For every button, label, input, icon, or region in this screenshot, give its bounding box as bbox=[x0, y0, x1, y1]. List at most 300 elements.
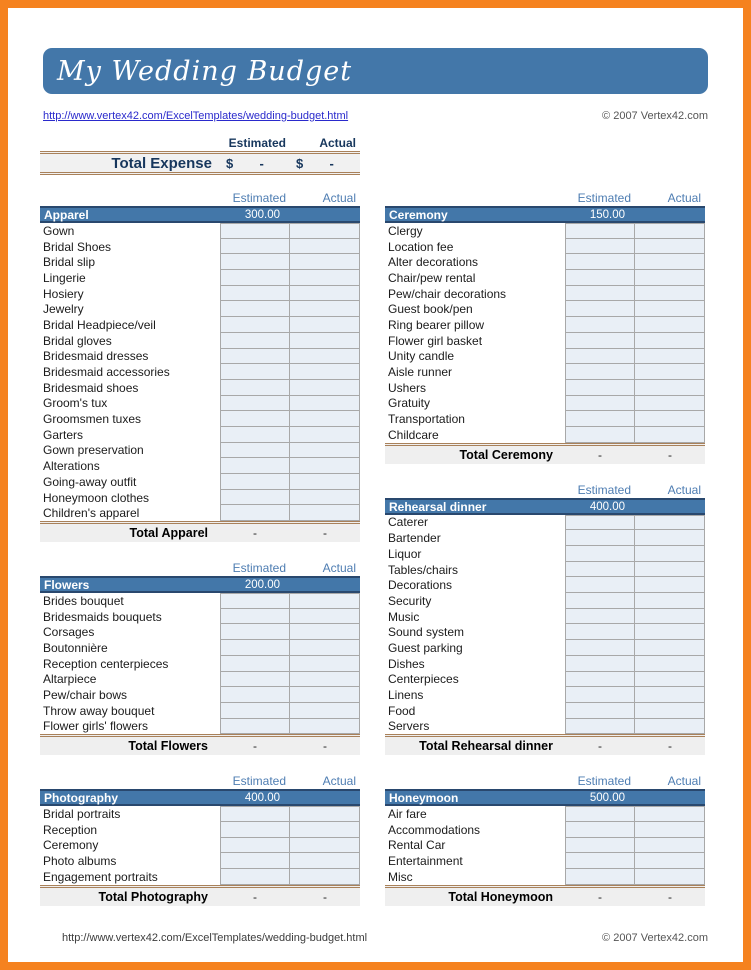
item-label: Bridesmaid shoes bbox=[43, 380, 139, 395]
section-header-bar bbox=[40, 576, 360, 593]
estimated-cell[interactable] bbox=[220, 443, 290, 459]
actual-cell[interactable] bbox=[290, 270, 360, 286]
estimated-cell[interactable] bbox=[220, 656, 290, 672]
item-row bbox=[385, 364, 705, 380]
item-label: Alter decorations bbox=[388, 255, 479, 270]
estimated-cell[interactable] bbox=[220, 869, 290, 885]
actual-cell[interactable] bbox=[635, 301, 705, 317]
item-label: Gown bbox=[43, 223, 75, 238]
total-expense-estimated bbox=[220, 156, 290, 171]
actual-cell[interactable] bbox=[635, 333, 705, 349]
actual-column-header: Actual bbox=[322, 191, 356, 205]
estimated-cell[interactable] bbox=[220, 458, 290, 474]
section-column-headers bbox=[385, 774, 705, 789]
section-column-headers bbox=[40, 774, 360, 789]
currency-symbol: $ bbox=[226, 155, 234, 171]
actual-cell[interactable] bbox=[290, 806, 360, 822]
item-row bbox=[385, 640, 705, 656]
summary-actual-header: Actual bbox=[319, 136, 356, 150]
item-label: Bridesmaid accessories bbox=[43, 365, 170, 380]
item-label: Groom's tux bbox=[43, 396, 108, 411]
page-title: My Wedding Budget bbox=[57, 55, 353, 87]
actual-cell[interactable] bbox=[290, 490, 360, 506]
item-label: Garters bbox=[43, 427, 84, 442]
item-label: Corsages bbox=[43, 625, 95, 640]
item-row bbox=[385, 869, 705, 885]
actual-cell[interactable] bbox=[635, 672, 705, 688]
item-label: Ceremony bbox=[43, 838, 99, 853]
actual-cell[interactable] bbox=[290, 427, 360, 443]
estimated-cell[interactable] bbox=[220, 624, 290, 640]
actual-cell[interactable] bbox=[635, 396, 705, 412]
left-column bbox=[40, 191, 360, 925]
actual-cell[interactable] bbox=[635, 530, 705, 546]
item-row bbox=[40, 640, 360, 656]
section-header-bar bbox=[40, 789, 360, 806]
actual-cell[interactable] bbox=[635, 640, 705, 656]
estimated-cell[interactable] bbox=[565, 411, 635, 427]
actual-cell[interactable] bbox=[290, 474, 360, 490]
total-expense-actual bbox=[290, 156, 360, 171]
item-row bbox=[40, 869, 360, 885]
actual-cell[interactable] bbox=[635, 223, 705, 239]
item-label: Decorations bbox=[388, 578, 453, 593]
estimated-cell[interactable] bbox=[220, 396, 290, 412]
item-label: Security bbox=[388, 593, 432, 608]
item-row bbox=[385, 396, 705, 412]
actual-column-header: Actual bbox=[667, 482, 701, 497]
section-header-bar bbox=[40, 206, 360, 223]
estimated-cell[interactable] bbox=[565, 546, 635, 562]
actual-cell[interactable] bbox=[290, 380, 360, 396]
item-label: Linens bbox=[388, 688, 424, 703]
section-total-row bbox=[385, 734, 705, 755]
item-row bbox=[40, 474, 360, 490]
estimated-cell[interactable] bbox=[565, 427, 635, 443]
item-row bbox=[385, 609, 705, 625]
estimated-cell[interactable] bbox=[220, 364, 290, 380]
item-row bbox=[40, 687, 360, 703]
section-total-row bbox=[40, 734, 360, 755]
item-label: Ring bearer pillow bbox=[388, 317, 485, 332]
actual-cell[interactable] bbox=[290, 239, 360, 255]
actual-cell[interactable] bbox=[290, 411, 360, 427]
estimated-cell[interactable] bbox=[220, 593, 290, 609]
item-row bbox=[40, 609, 360, 625]
estimated-cell[interactable] bbox=[220, 672, 290, 688]
item-row bbox=[40, 458, 360, 474]
actual-cell[interactable] bbox=[290, 443, 360, 459]
item-row bbox=[385, 624, 705, 640]
actual-cell[interactable] bbox=[635, 286, 705, 302]
section-total-actual: - bbox=[323, 526, 327, 541]
actual-cell[interactable] bbox=[290, 640, 360, 656]
actual-cell[interactable] bbox=[635, 254, 705, 270]
section-total-label: Total Photography bbox=[98, 889, 208, 904]
item-label: Gratuity bbox=[388, 396, 431, 411]
item-row bbox=[40, 490, 360, 506]
actual-cell[interactable] bbox=[290, 672, 360, 688]
item-row bbox=[385, 349, 705, 365]
item-row bbox=[385, 687, 705, 703]
estimated-cell[interactable] bbox=[220, 474, 290, 490]
actual-cell[interactable] bbox=[290, 364, 360, 380]
estimated-cell[interactable] bbox=[565, 822, 635, 838]
estimated-cell[interactable] bbox=[220, 687, 290, 703]
actual-cell[interactable] bbox=[635, 593, 705, 609]
actual-cell[interactable] bbox=[290, 223, 360, 239]
item-row bbox=[40, 719, 360, 735]
actual-cell[interactable] bbox=[635, 609, 705, 625]
item-label: Gown preservation bbox=[43, 443, 144, 458]
actual-cell[interactable] bbox=[290, 349, 360, 365]
item-row bbox=[385, 411, 705, 427]
actual-cell[interactable] bbox=[635, 427, 705, 443]
estimated-cell[interactable] bbox=[565, 577, 635, 593]
item-row bbox=[385, 656, 705, 672]
item-label: Ushers bbox=[388, 380, 427, 395]
item-row bbox=[385, 593, 705, 609]
actual-column-header: Actual bbox=[667, 191, 701, 205]
section-total-estimated: - bbox=[598, 889, 602, 904]
actual-cell[interactable] bbox=[290, 333, 360, 349]
section-column-headers bbox=[40, 191, 360, 206]
estimated-cell[interactable] bbox=[220, 609, 290, 625]
actual-cell[interactable] bbox=[290, 286, 360, 302]
actual-cell[interactable] bbox=[290, 593, 360, 609]
section-estimated-total[interactable]: 200.00 bbox=[244, 579, 280, 592]
estimated-cell[interactable] bbox=[220, 270, 290, 286]
estimated-cell[interactable] bbox=[220, 838, 290, 854]
item-label: Music bbox=[388, 609, 420, 624]
estimated-cell[interactable] bbox=[220, 254, 290, 270]
actual-cell[interactable] bbox=[635, 869, 705, 885]
section-total-actual: - bbox=[323, 739, 327, 754]
estimated-cell[interactable] bbox=[565, 223, 635, 239]
item-row bbox=[40, 672, 360, 688]
item-label: Flower girls' flowers bbox=[43, 719, 148, 734]
section-column-headers bbox=[40, 561, 360, 576]
estimated-cell[interactable] bbox=[220, 505, 290, 521]
item-label: Altarpiece bbox=[43, 672, 97, 687]
item-row bbox=[385, 562, 705, 578]
actual-cell[interactable] bbox=[290, 505, 360, 521]
item-label: Brides bouquet bbox=[43, 593, 124, 608]
header-meta bbox=[43, 110, 708, 122]
item-label: Flower girl basket bbox=[388, 333, 483, 348]
estimated-cell[interactable] bbox=[565, 562, 635, 578]
actual-cell[interactable] bbox=[635, 656, 705, 672]
estimated-column-header: Estimated bbox=[232, 561, 286, 576]
item-label: Throw away bouquet bbox=[43, 703, 155, 718]
estimated-cell[interactable] bbox=[565, 853, 635, 869]
item-label: Tables/chairs bbox=[388, 562, 459, 577]
summary-column-headers bbox=[40, 136, 360, 151]
section-total-row bbox=[385, 885, 705, 906]
item-row bbox=[385, 822, 705, 838]
item-label: Location fee bbox=[388, 239, 454, 254]
item-row bbox=[40, 286, 360, 302]
estimated-cell[interactable] bbox=[565, 349, 635, 365]
item-label: Servers bbox=[388, 719, 430, 734]
section-rows bbox=[385, 806, 705, 884]
estimated-cell[interactable] bbox=[565, 869, 635, 885]
item-label: Bridal gloves bbox=[43, 333, 112, 348]
item-label: Reception centerpieces bbox=[43, 656, 169, 671]
summary-estimated-header: Estimated bbox=[228, 136, 286, 150]
item-row bbox=[40, 822, 360, 838]
actual-cell[interactable] bbox=[290, 853, 360, 869]
item-row bbox=[385, 530, 705, 546]
estimated-cell[interactable] bbox=[565, 806, 635, 822]
item-row bbox=[40, 270, 360, 286]
item-row bbox=[385, 427, 705, 443]
actual-cell[interactable] bbox=[290, 838, 360, 854]
actual-cell[interactable] bbox=[635, 624, 705, 640]
actual-cell[interactable] bbox=[290, 396, 360, 412]
actual-cell[interactable] bbox=[290, 719, 360, 735]
estimated-cell[interactable] bbox=[220, 223, 290, 239]
actual-cell[interactable] bbox=[290, 687, 360, 703]
estimated-cell[interactable] bbox=[220, 317, 290, 333]
item-label: Groomsmen tuxes bbox=[43, 412, 142, 427]
estimated-cell[interactable] bbox=[565, 703, 635, 719]
estimated-cell[interactable] bbox=[565, 838, 635, 854]
actual-cell[interactable] bbox=[635, 239, 705, 255]
section-total-estimated: - bbox=[253, 526, 257, 541]
estimated-cell[interactable] bbox=[565, 515, 635, 531]
item-label: Reception bbox=[43, 822, 98, 837]
section-total-row bbox=[40, 885, 360, 906]
item-label: Boutonnière bbox=[43, 640, 108, 655]
total-expense-estimated-value: - bbox=[259, 155, 264, 171]
estimated-cell[interactable] bbox=[565, 380, 635, 396]
section-header-bar bbox=[385, 498, 705, 515]
estimated-cell[interactable] bbox=[565, 254, 635, 270]
actual-cell[interactable] bbox=[635, 577, 705, 593]
actual-cell[interactable] bbox=[290, 458, 360, 474]
actual-cell[interactable] bbox=[635, 719, 705, 735]
actual-cell[interactable] bbox=[290, 656, 360, 672]
item-row bbox=[385, 239, 705, 255]
item-label: Childcare bbox=[388, 427, 439, 442]
estimated-cell[interactable] bbox=[565, 593, 635, 609]
item-row bbox=[40, 239, 360, 255]
item-row bbox=[385, 577, 705, 593]
estimated-cell[interactable] bbox=[565, 301, 635, 317]
actual-cell[interactable] bbox=[290, 624, 360, 640]
item-row bbox=[385, 223, 705, 239]
estimated-column-header: Estimated bbox=[232, 191, 286, 205]
section-total-estimated: - bbox=[598, 739, 602, 754]
estimated-cell[interactable] bbox=[565, 286, 635, 302]
section-total-estimated: - bbox=[253, 739, 257, 754]
section-total-actual: - bbox=[668, 447, 672, 462]
item-label: Food bbox=[388, 703, 416, 718]
section-estimated-total[interactable]: 400.00 bbox=[589, 500, 625, 513]
copyright-text: © 2007 Vertex42.com bbox=[602, 110, 708, 122]
actual-cell[interactable] bbox=[635, 364, 705, 380]
item-label: Children's apparel bbox=[43, 506, 140, 521]
estimated-cell[interactable] bbox=[565, 530, 635, 546]
section-estimated-total[interactable]: 150.00 bbox=[589, 209, 625, 221]
item-row bbox=[40, 396, 360, 412]
item-row bbox=[40, 838, 360, 854]
actual-cell[interactable] bbox=[290, 609, 360, 625]
currency-symbol: $ bbox=[296, 155, 304, 171]
section-title: Rehearsal dinner bbox=[389, 499, 487, 514]
section-rows bbox=[385, 515, 705, 735]
section-rows bbox=[40, 593, 360, 734]
estimated-cell[interactable] bbox=[220, 301, 290, 317]
section-total-label: Total Flowers bbox=[128, 739, 208, 754]
estimated-cell[interactable] bbox=[565, 687, 635, 703]
item-row bbox=[385, 301, 705, 317]
total-expense-row bbox=[40, 151, 360, 175]
item-row bbox=[385, 317, 705, 333]
item-label: Alterations bbox=[43, 459, 100, 474]
item-row bbox=[385, 672, 705, 688]
estimated-cell[interactable] bbox=[565, 624, 635, 640]
item-label: Engagement portraits bbox=[43, 869, 158, 884]
actual-cell[interactable] bbox=[635, 546, 705, 562]
estimated-cell[interactable] bbox=[220, 640, 290, 656]
estimated-cell[interactable] bbox=[565, 672, 635, 688]
estimated-cell[interactable] bbox=[220, 853, 290, 869]
item-label: Unity candle bbox=[388, 349, 455, 364]
actual-cell[interactable] bbox=[290, 317, 360, 333]
item-row bbox=[40, 333, 360, 349]
actual-cell[interactable] bbox=[635, 562, 705, 578]
estimated-cell[interactable] bbox=[565, 656, 635, 672]
item-row bbox=[40, 380, 360, 396]
item-label: Caterer bbox=[388, 515, 429, 530]
actual-cell[interactable] bbox=[635, 515, 705, 531]
estimated-cell[interactable] bbox=[220, 380, 290, 396]
actual-cell[interactable] bbox=[635, 838, 705, 854]
footer-url: http://www.vertex42.com/ExcelTemplates/wedding-budget.html bbox=[62, 932, 368, 944]
item-row bbox=[385, 270, 705, 286]
actual-cell[interactable] bbox=[290, 703, 360, 719]
item-label: Sound system bbox=[388, 625, 465, 640]
item-row bbox=[385, 806, 705, 822]
estimated-column-header: Estimated bbox=[232, 774, 286, 789]
item-label: Transportation bbox=[388, 412, 465, 427]
actual-cell[interactable] bbox=[290, 822, 360, 838]
estimated-cell[interactable] bbox=[220, 239, 290, 255]
estimated-cell[interactable] bbox=[220, 349, 290, 365]
item-label: Pew/chair bows bbox=[43, 688, 128, 703]
estimated-cell[interactable] bbox=[220, 719, 290, 735]
estimated-cell[interactable] bbox=[220, 490, 290, 506]
estimated-cell[interactable] bbox=[220, 703, 290, 719]
item-label: Liquor bbox=[388, 546, 422, 561]
actual-cell[interactable] bbox=[635, 822, 705, 838]
estimated-cell[interactable] bbox=[565, 317, 635, 333]
item-label: Chair/pew rental bbox=[388, 270, 476, 285]
section-header-bar bbox=[385, 206, 705, 223]
actual-cell[interactable] bbox=[635, 349, 705, 365]
item-label: Bartender bbox=[388, 531, 441, 546]
item-row bbox=[385, 719, 705, 735]
actual-cell[interactable] bbox=[635, 687, 705, 703]
item-row bbox=[40, 853, 360, 869]
estimated-cell[interactable] bbox=[220, 333, 290, 349]
estimated-cell[interactable] bbox=[565, 333, 635, 349]
section-total-actual: - bbox=[323, 889, 327, 904]
section-title: Honeymoon bbox=[389, 791, 459, 806]
section-estimated-total[interactable]: 500.00 bbox=[589, 792, 625, 805]
item-row bbox=[40, 317, 360, 333]
estimated-cell[interactable] bbox=[565, 270, 635, 286]
template-url-link[interactable]: http://www.vertex42.com/ExcelTemplates/wedding-budget.html bbox=[43, 110, 349, 122]
actual-cell[interactable] bbox=[635, 703, 705, 719]
section-total-estimated: - bbox=[253, 889, 257, 904]
item-label: Bridal Shoes bbox=[43, 239, 112, 254]
section-rows bbox=[40, 223, 360, 521]
estimated-cell[interactable] bbox=[220, 286, 290, 302]
budget-section-honeymoon bbox=[385, 774, 705, 905]
estimated-cell[interactable] bbox=[565, 364, 635, 380]
actual-cell[interactable] bbox=[635, 380, 705, 396]
item-label: Dishes bbox=[388, 656, 425, 671]
actual-cell[interactable] bbox=[635, 806, 705, 822]
section-estimated-total[interactable]: 300.00 bbox=[244, 209, 280, 221]
item-label: Accommodations bbox=[388, 822, 481, 837]
item-label: Guest book/pen bbox=[388, 302, 473, 317]
item-row bbox=[40, 223, 360, 239]
section-header-bar bbox=[385, 789, 705, 806]
actual-cell[interactable] bbox=[290, 301, 360, 317]
section-column-headers bbox=[385, 191, 705, 206]
estimated-column-header: Estimated bbox=[577, 774, 631, 789]
estimated-cell[interactable] bbox=[220, 411, 290, 427]
actual-cell[interactable] bbox=[290, 869, 360, 885]
estimated-cell[interactable] bbox=[565, 239, 635, 255]
item-label: Rental Car bbox=[388, 838, 446, 853]
actual-column-header: Actual bbox=[322, 561, 356, 576]
item-label: Jewelry bbox=[43, 302, 84, 317]
actual-cell[interactable] bbox=[635, 853, 705, 869]
actual-cell[interactable] bbox=[635, 411, 705, 427]
item-row bbox=[40, 593, 360, 609]
item-label: Bridal slip bbox=[43, 255, 96, 270]
estimated-cell[interactable] bbox=[220, 806, 290, 822]
section-column-headers bbox=[385, 483, 705, 498]
item-row bbox=[40, 624, 360, 640]
item-label: Bridesmaids bouquets bbox=[43, 609, 162, 624]
estimated-cell[interactable] bbox=[565, 609, 635, 625]
item-label: Hosiery bbox=[43, 286, 84, 301]
actual-cell[interactable] bbox=[290, 254, 360, 270]
estimated-cell[interactable] bbox=[220, 822, 290, 838]
section-estimated-total[interactable]: 400.00 bbox=[244, 792, 280, 805]
actual-cell[interactable] bbox=[635, 270, 705, 286]
item-row bbox=[40, 443, 360, 459]
item-row bbox=[40, 349, 360, 365]
section-title: Ceremony bbox=[389, 208, 448, 222]
item-row bbox=[385, 515, 705, 531]
estimated-cell[interactable] bbox=[565, 640, 635, 656]
estimated-cell[interactable] bbox=[565, 719, 635, 735]
item-row bbox=[385, 703, 705, 719]
estimated-cell[interactable] bbox=[220, 427, 290, 443]
section-total-label: Total Honeymoon bbox=[448, 889, 553, 904]
actual-cell[interactable] bbox=[635, 317, 705, 333]
section-total-estimated: - bbox=[598, 447, 602, 462]
budget-section-flowers bbox=[40, 561, 360, 755]
estimated-cell[interactable] bbox=[565, 396, 635, 412]
